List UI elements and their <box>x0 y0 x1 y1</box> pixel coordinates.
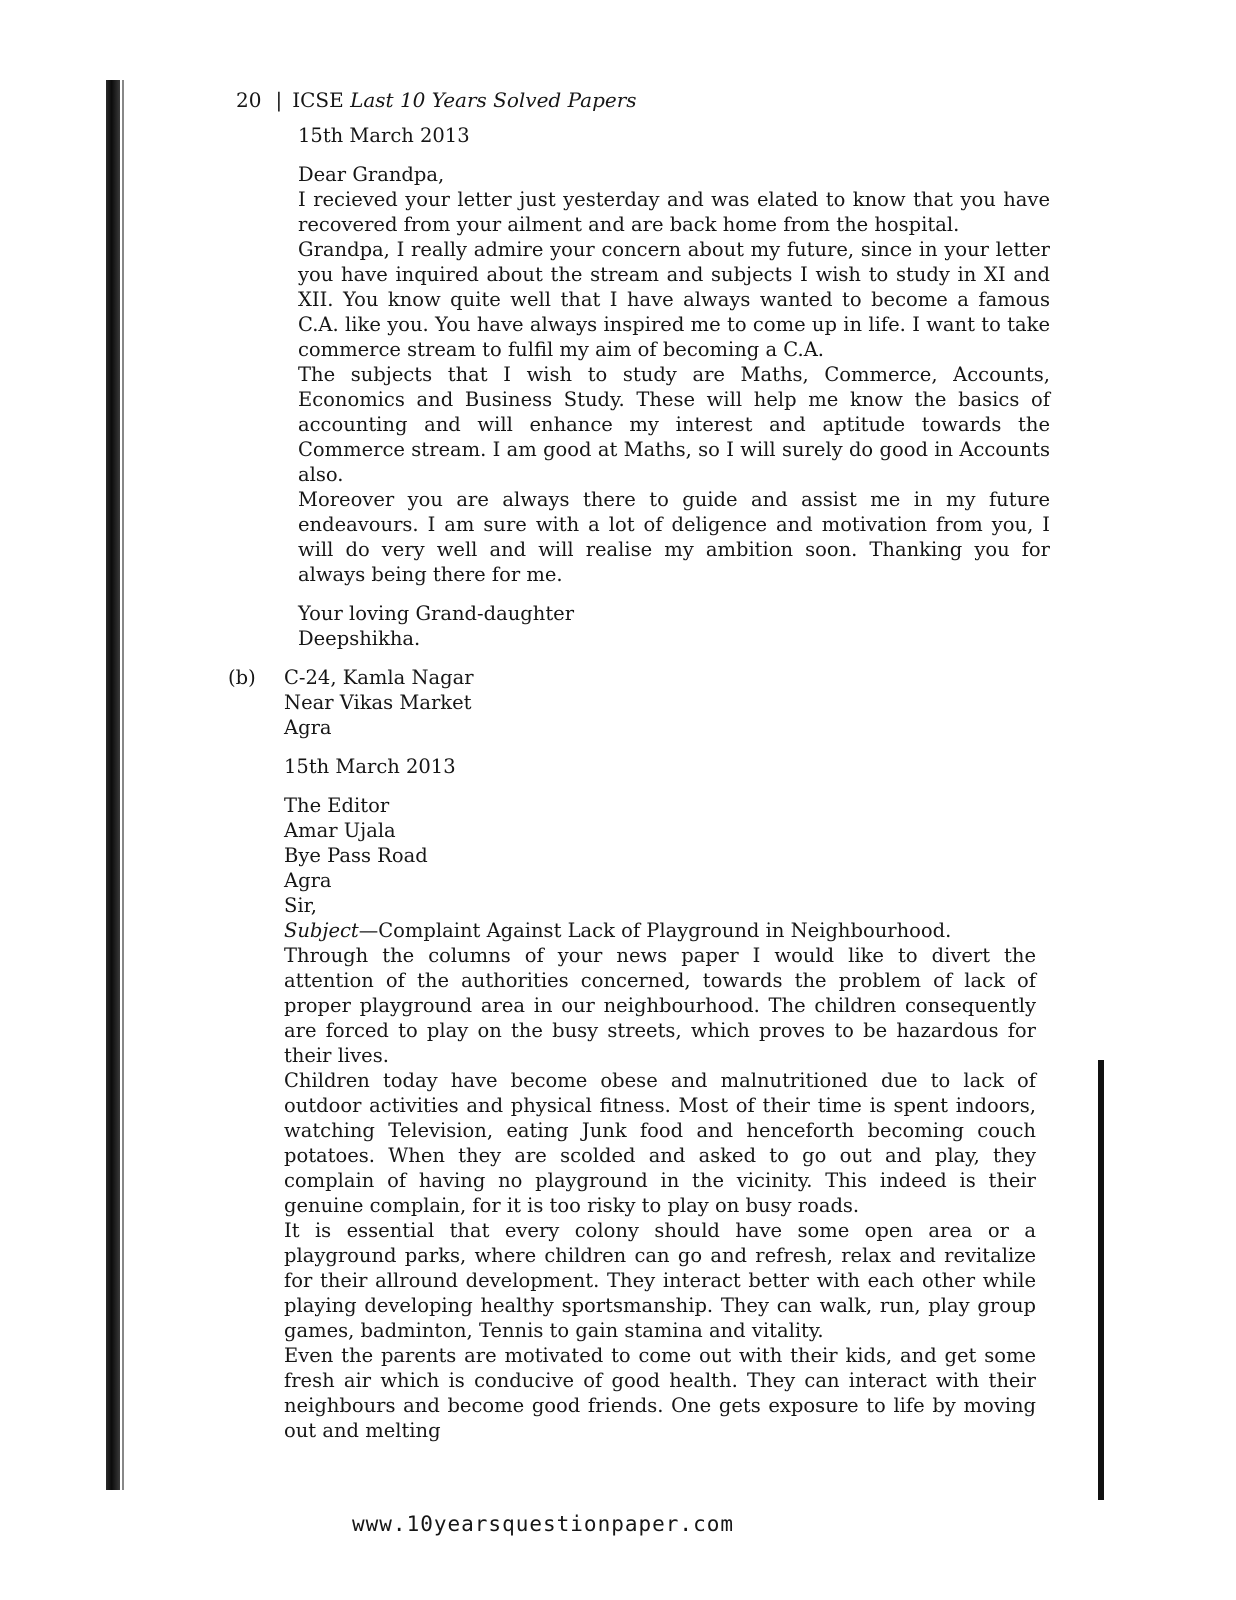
scan-binding-shadow <box>106 80 120 1490</box>
book-title: Last 10 Years Solved Papers <box>350 88 637 112</box>
sender-address <box>284 665 1036 740</box>
body-paragraph: Through the columns of your news paper I would like to divert the attention of the authorities concerned, towards the problem of lack of proper playground area in our neighbourhood. The children consequently are forced to play on the busy streets, which proves to be hazardous for their lives. <box>284 944 1036 1067</box>
footer-website: www.10yearsquestionpaper.com <box>352 1512 735 1536</box>
body-paragraph: Even the parents are motivated to come out with their kids, and get some fresh air which is conducive of good health. They can interact with their neighbours and become good friends. One gets exposure to life by moving out and melting <box>284 1344 1036 1442</box>
letter-date: 15th March 2013 <box>298 124 470 147</box>
body-paragraph: I recieved your letter just yesterday and was elated to know that you have recovered from your ailment and are back home from the hospital. <box>298 188 1050 236</box>
letter-signature: Deepshikha. <box>298 627 421 650</box>
running-header <box>236 88 1076 113</box>
address-line: Bye Pass Road <box>284 844 428 867</box>
address-line: Agra <box>284 869 332 892</box>
subject-label: Subject <box>284 919 359 942</box>
scan-edge-shadow <box>1098 1060 1104 1500</box>
book-page <box>228 88 1076 1443</box>
body-paragraph: The subjects that I wish to study are Maths, Commerce, Accounts, Economics and Business Study. These will help me know the basics of accounting and will enhance my interest and aptitude towards the Commerce stream. I am good at Maths, so I will surely do good in Accounts also. <box>298 363 1050 486</box>
body-paragraph: It is essential that every colony should have some open area or a playground parks, where children can go and refresh, relax and revitalize for their allround development. They interact better with each other while playing developing healthy sportsmanship. They can walk, run, play group games, badminton, Tennis to gain stamina and vitality. <box>284 1219 1036 1342</box>
header-separator: | <box>275 88 283 112</box>
book-prefix: ICSE <box>292 88 344 112</box>
address-line: C-24, Kamla Nagar <box>284 666 474 689</box>
recipient-address <box>284 793 1036 893</box>
letter-to-editor <box>228 665 1036 1443</box>
page-number: 20 <box>236 88 262 112</box>
address-line: Agra <box>284 716 332 739</box>
letter-closing: Your loving Grand-daughter <box>298 602 575 625</box>
part-label: (b) <box>228 666 256 689</box>
address-line: The Editor <box>284 794 390 817</box>
letter-salutation: Sir, <box>284 894 317 917</box>
subject-line <box>284 918 1036 943</box>
body-paragraph: Grandpa, I really admire your concern about my future, since in your letter you have inquired about the stream and subjects I wish to study in XI and XII. You know quite well that I have always wanted to become a famous C.A. like you. You have always inspired me to come up in life. I want to take commerce stream to fulfil my aim of becoming a C.A. <box>298 238 1050 361</box>
subject-text: —Complaint Against Lack of Playground in Neighbourhood. <box>358 919 952 942</box>
letter-salutation: Dear Grandpa, <box>298 163 445 186</box>
body-paragraph: Children today have become obese and malnutritioned due to lack of outdoor activities and physical fitness. Most of their time is spent indoors, watching Television, eating Junk food and henceforth becoming couch potatoes. When they are scolded and asked to go out and play, they complain of having no playground in the vicinity. This indeed is their genuine complain, for it is too risky to play on busy roads. <box>284 1069 1036 1217</box>
letter-date: 15th March 2013 <box>284 755 456 778</box>
letter-to-grandpa <box>236 123 1050 651</box>
address-line: Near Vikas Market <box>284 691 472 714</box>
body-paragraph: Moreover you are always there to guide and assist me in my future endeavours. I am sure with a lot of deligence and motivation from you, I will do very well and will realise my ambition soon. Thanking you for always being there for me. <box>298 488 1050 586</box>
address-line: Amar Ujala <box>284 819 396 842</box>
